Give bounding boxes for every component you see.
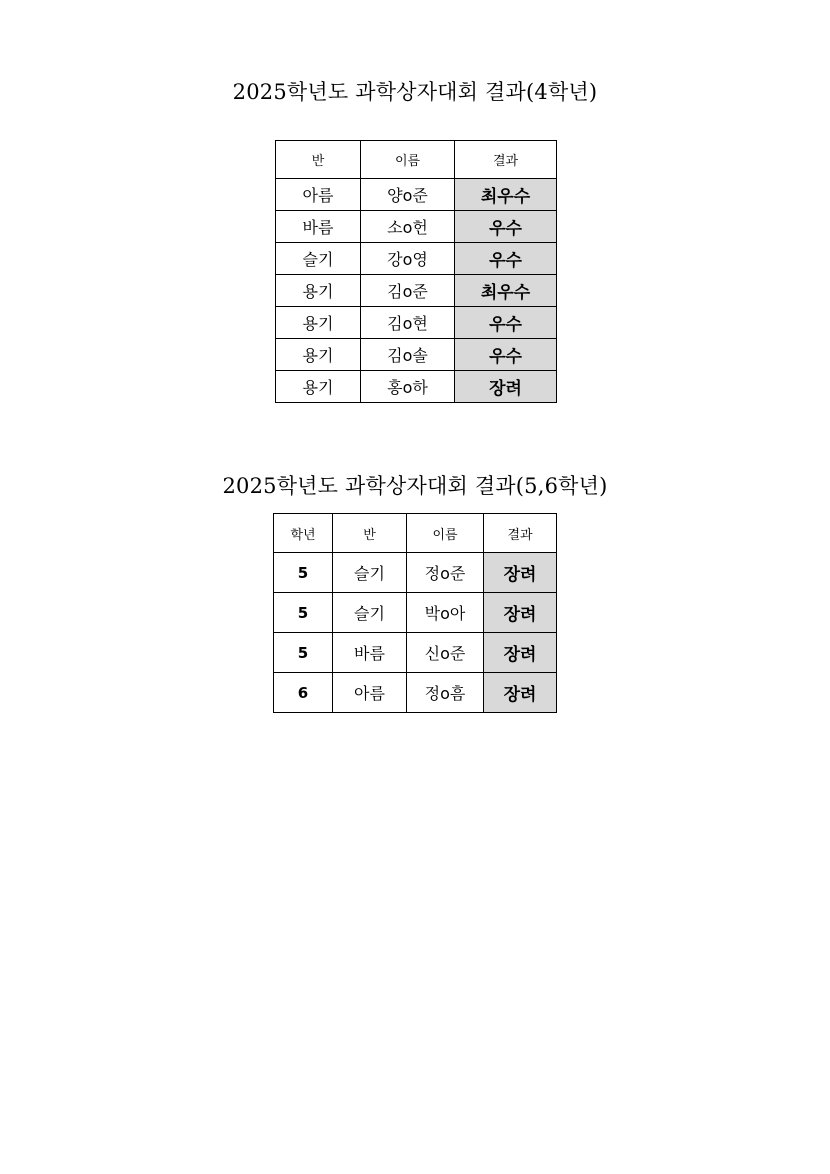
cell-name: 신o준	[407, 633, 484, 673]
table-row	[276, 179, 557, 211]
grade4-results-table	[275, 140, 557, 403]
cell-class: 용기	[276, 275, 361, 307]
cell-result: 우수	[455, 339, 557, 371]
table-row	[276, 211, 557, 243]
cell-name: 김o현	[361, 307, 455, 339]
cell-name: 홍o하	[361, 371, 455, 403]
cell-grade: 5	[274, 633, 333, 673]
cell-result: 장려	[484, 673, 557, 713]
cell-class: 슬기	[333, 593, 407, 633]
table-row	[274, 633, 557, 673]
cell-name: 강o영	[361, 243, 455, 275]
table-row	[276, 275, 557, 307]
cell-grade: 5	[274, 593, 333, 633]
cell-grade: 5	[274, 553, 333, 593]
header-name: 이름	[361, 141, 455, 179]
cell-result: 우수	[455, 211, 557, 243]
header-result: 결과	[455, 141, 557, 179]
header-name: 이름	[407, 514, 484, 553]
cell-result: 장려	[484, 593, 557, 633]
table-row	[274, 553, 557, 593]
cell-class: 아름	[333, 673, 407, 713]
cell-result: 장려	[484, 633, 557, 673]
cell-class: 슬기	[276, 243, 361, 275]
cell-name: 양o준	[361, 179, 455, 211]
table-row	[274, 673, 557, 713]
table-row	[276, 371, 557, 403]
cell-name: 김o준	[361, 275, 455, 307]
header-class: 반	[276, 141, 361, 179]
cell-class: 바름	[333, 633, 407, 673]
cell-class: 용기	[276, 371, 361, 403]
cell-result: 장려	[484, 553, 557, 593]
table-row	[276, 339, 557, 371]
cell-name: 소o헌	[361, 211, 455, 243]
header-grade: 학년	[274, 514, 333, 553]
cell-class: 아름	[276, 179, 361, 211]
cell-name: 정o준	[407, 553, 484, 593]
table-header-row	[276, 141, 557, 179]
cell-result: 장려	[455, 371, 557, 403]
cell-result: 최우수	[455, 275, 557, 307]
cell-name: 김o솔	[361, 339, 455, 371]
cell-class: 용기	[276, 339, 361, 371]
section1-title: 2025학년도 과학상자대회 결과(4학년)	[232, 80, 598, 104]
cell-result: 우수	[455, 307, 557, 339]
header-result: 결과	[484, 514, 557, 553]
header-class: 반	[333, 514, 407, 553]
table-row	[274, 593, 557, 633]
grade56-results-table	[273, 513, 557, 713]
cell-result: 최우수	[455, 179, 557, 211]
table-header-row	[274, 514, 557, 553]
cell-name: 박o아	[407, 593, 484, 633]
section2-title: 2025학년도 과학상자대회 결과(5,6학년)	[222, 474, 608, 498]
cell-class: 슬기	[333, 553, 407, 593]
cell-result: 우수	[455, 243, 557, 275]
table-row	[276, 307, 557, 339]
cell-class: 용기	[276, 307, 361, 339]
cell-class: 바름	[276, 211, 361, 243]
table-row	[276, 243, 557, 275]
cell-name: 정o흠	[407, 673, 484, 713]
cell-grade: 6	[274, 673, 333, 713]
